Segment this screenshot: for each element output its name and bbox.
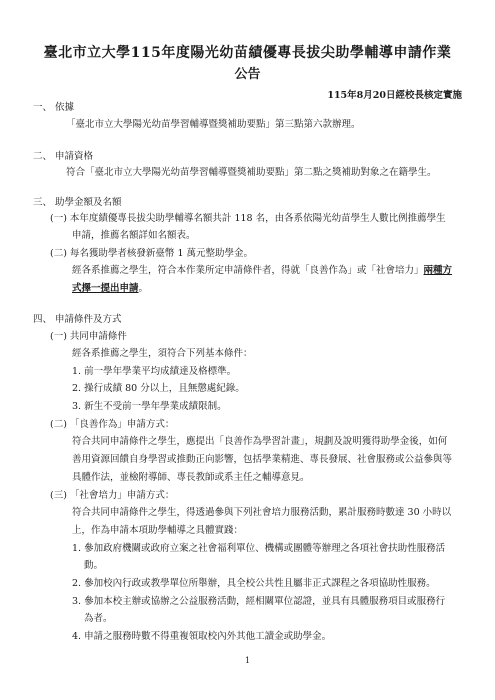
approval-note: 115年8月20日經校長核定實施 [327,90,462,101]
section-2-body: 符合「臺北市立大學陽光幼苗學習輔導暨獎補助要點」第二點之獎補助對象之在籍學生。 [66,167,437,178]
section-4-sub-b-line-1: 符合共同申請條件之學生，應提出「良善作為學習計畫」，規劃及說明獲得助學金後，如何 [72,436,448,447]
section-4-sub-c-line-2: 上，作為申請本項助學輔導之具體實踐： [72,525,244,536]
section-4-sub-a-intro: 經各系推薦之學生，須符合下列基本條件： [72,348,253,359]
list-item: 3. 參加本校主辦或協辦之公益服務活動，經相關單位認證，並具有具體服務項目或服務行 [72,596,446,607]
section-4-sub-a-title: (一) 共同申請條件 [50,331,127,342]
section-3-item-2-text: 經各系推薦之學生，符合本作業所定申請條件者，得就「良善作為」或「社會培力」 [72,265,424,276]
section-3-item-1-line-1: (一) 本年度績優專長拔尖助學輔導名額共計 118 名，由各系依陽光幼苗學生人數比例推薦學生 [50,213,446,224]
list-item: 1. 前一學年學業平均成績達及格標準。 [72,366,237,377]
section-1-heading: 一、 依據 [33,102,75,113]
list-item-continued: 動。 [84,560,104,571]
emphasis-text: 式擇一提出申請 [72,283,139,294]
section-4-heading: 四、 申請條件及方式 [33,314,122,325]
section-2-heading: 二、 申請資格 [33,151,94,162]
section-3-item-1-line-2: 申請，推薦名額詳如名額表。 [72,230,196,241]
page-number: 1 [244,656,251,665]
list-item: 3. 新生不受前一學年學業成績限制。 [72,401,227,412]
section-3-item-2-line-1: (二) 每名獲助學者核發新臺幣 1 萬元整助學金。 [50,248,254,259]
section-3-item-2-line-3 [72,283,148,294]
section-3-heading: 三、 助學金額及名額 [33,197,122,208]
emphasis-text: 兩種方 [423,265,453,276]
section-3-item-2-line-2 [72,265,452,276]
list-item: 4. 申請之服務時數不得重複領取校內外其他工讀金或助學金。 [72,631,332,642]
list-item-continued: 為者。 [84,613,113,624]
section-1-body: 「臺北市立大學陽光幼苗學習輔導暨獎補助要點」第三點第六款辦理。 [66,119,361,130]
list-item: 2. 操行成績 80 分以上，且無懲處紀錄。 [72,383,245,394]
document-subtitle: 公告 [234,67,261,82]
document-title: 臺北市立大學115年度陽光幼苗績優專長拔尖助學輔導申請作業 [43,45,452,61]
section-4-sub-b-title: (二) 「良善作為」申請方式： [50,419,175,430]
section-4-sub-c-title: (三) 「社會培力」申請方式： [50,490,175,501]
list-item: 1. 參加政府機關或政府立案之社會福利單位、機構或團體等辦理之各項社會扶助性服務活 [72,543,446,554]
list-item: 2. 參加校內行政或教學單位所舉辦，具全校公共性且屬非正式課程之各項協助性服務。 [72,578,436,589]
section-4-sub-b-line-3: 具體作法，並檢附導師、專長教師或系主任之輔導意見。 [72,472,310,483]
section-4-sub-b-line-2: 善用資源回饋自身學習或推動正向影響，包括學業精進、專長發展、社會服務或公益參與等 [72,454,453,465]
section-4-sub-c-line-1: 符合共同申請條件之學生，得透過參與下列社會培力服務活動，累計服務時數達 30 小時以 [72,507,452,518]
section-3-item-2-end: 。 [138,283,149,294]
